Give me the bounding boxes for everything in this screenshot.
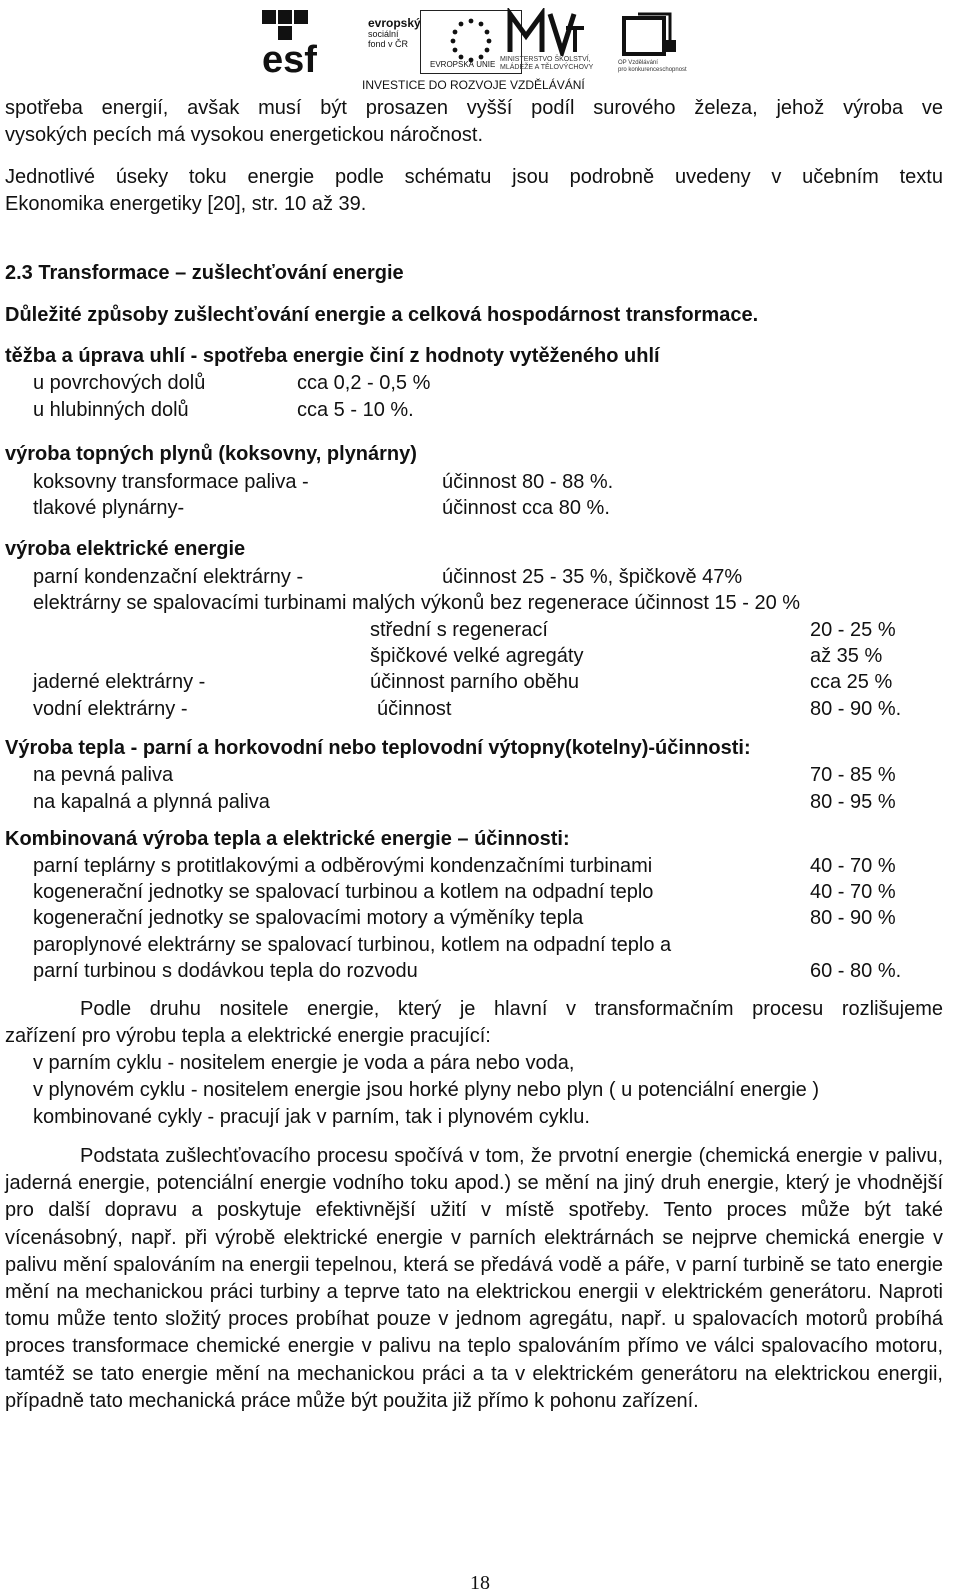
op-line-2: pro konkurenceschopnost (618, 67, 687, 73)
chp-r2-label: kogenerační jednotky se spalovací turbinou a kotlem na odpadní teplo (33, 881, 654, 903)
intro-line-4: Ekonomika energetiky [20], str. 10 až 39. (5, 193, 367, 215)
chp-r3-value: 80 - 90 % (810, 907, 896, 929)
coal-row1-value: cca 0,2 - 0,5 % (297, 372, 431, 394)
electric-r3-mid: střední s regenerací (370, 619, 548, 641)
esf-line-3: fond v ČR (368, 39, 409, 49)
para2-text: Podstata zušlechťovacího procesu spočívá v tom, že prvotní energie (chemická energie v palivu, jaderná energie, potenciální energie vodního toku apod.) se mění na jiný druh energie, který je vhodnější pro další dopravu a poskytuje efektivnější užití v místě spotřeby. Tento proces může být také vícenásobný, např. při výrobě elektrické energie v parních elektrárnách se nejprve chemická energie v palivu mění spalováním na energii tepelnou, která se předává vodě a páře, v parní turbině se tato energie mění na mechanickou práci turbiny a teprve tato na elektrickou energii v elektrickém generátoru. Naproti tomu může tento složitý proces probíhat pouze v jednom agregátu, např. u spalovacích motorů probíhá proces transformace chemické energie v palivu na teplo spalováním přímo ve válci spalovacího motoru, tamtéž se tato energie mění na mechanickou práci a ta v elektrickém generátoru na elektrickou energii, případně tato mechanická práce může být použita již přímo k pohonu zařízení. (5, 1145, 943, 1412)
esf-line-2: sociální (368, 29, 399, 39)
coal-row2-value: cca 5 - 10 %. (297, 399, 414, 421)
heat-r2-label: na kapalná a plynná paliva (33, 791, 270, 813)
chp-r3-label: kogenerační jednotky se spalovacími motory a výměníky tepla (33, 907, 584, 929)
eu-caption: EVROPSKÁ UNIE (430, 60, 496, 69)
heat-heading: Výroba tepla - parní a horkovodní nebo teplovodní výtopny(kotelny)-účinnosti: (5, 737, 751, 759)
invest-caption: INVESTICE DO ROZVOJE VZDĚLÁVÁNÍ (362, 78, 585, 92)
electric-r1-value: účinnost 25 - 35 %, špičkově 47% (442, 566, 743, 588)
para1-item-3: kombinované cykly - pracují jak v parním, tak i plynovém cyklu. (33, 1106, 590, 1128)
electric-r4-mid: špičkové velké agregáty (370, 645, 584, 667)
electric-r5-label: jaderné elektrárny - (33, 671, 206, 693)
chp-r2-value: 40 - 70 % (810, 881, 896, 903)
esf-logo (262, 10, 358, 74)
gas-row1-value: účinnost 80 - 88 %. (442, 471, 614, 493)
coal-heading: těžba a úprava uhlí - spotřeba energie činí z hodnoty vytěženého uhlí (5, 345, 660, 367)
chp-r1-label: parní teplárny s protitlakovými a odběrovými kondenzačními turbinami (33, 855, 653, 877)
msmt-line-2: MLÁDEŽE A TĚLOVÝCHOVY (500, 64, 594, 71)
chp-r4-label: paroplynové elektrárny se spalovací turbinou, kotlem na odpadní teplo a (33, 934, 672, 956)
msmt-logo (506, 8, 586, 56)
electric-heading: výroba elektrické energie (5, 538, 246, 560)
electric-r5-value: cca 25 % (810, 671, 893, 693)
intro-line-1: spotřeba energií, avšak musí být prosazen vyšší podíl surového železa, jehož výroba ve (5, 97, 943, 119)
msmt-line-1: MINISTERSTVO ŠKOLSTVÍ, (500, 56, 591, 63)
chp-r5-label: parní turbinou s dodávkou tepla do rozvodu (33, 960, 418, 982)
header-logo-bar (262, 6, 702, 94)
section-subtitle: Důležité způsoby zušlechťování energie a celková hospodárnost transformace. (5, 304, 759, 326)
electric-r5-mid: účinnost parního oběhu (370, 671, 580, 693)
op-caption (618, 60, 687, 74)
electric-r4-value: až 35 % (810, 645, 883, 667)
gas-row2-label: tlakové plynárny- (33, 497, 185, 519)
para1-line-2: zařízení pro výrobu tepla a elektrické energie pracující: (5, 1025, 491, 1047)
electric-r6-label: vodní elektrárny - (33, 698, 188, 720)
op-logo (618, 12, 682, 58)
esf-line-1: evropský (368, 16, 421, 30)
para1-item-1: v parním cyklu - nositelem energie je voda a pára nebo voda, (33, 1052, 575, 1074)
electric-r6-value: 80 - 90 %. (810, 698, 902, 720)
msmt-caption (500, 56, 593, 72)
gas-row1-label: koksovny transformace paliva - (33, 471, 309, 493)
page-number: 18 (470, 1572, 490, 1594)
para2 (5, 1143, 943, 1415)
intro-line-2: vysokých pecích má vysokou energetickou náročnost. (5, 124, 484, 146)
heat-r1-label: na pevná paliva (33, 764, 174, 786)
coal-row2-label: u hlubinných dolů (33, 399, 189, 421)
electric-r2-text: elektrárny se spalovacími turbinami malých výkonů bez regenerace účinnost 15 - 20 % (33, 592, 801, 614)
chp-heading: Kombinovaná výroba tepla a elektrické energie – účinnosti: (5, 828, 570, 850)
section-title: 2.3 Transformace – zušlechťování energie (5, 262, 404, 284)
chp-r5-value: 60 - 80 %. (810, 960, 902, 982)
coal-row1-label: u povrchových dolů (33, 372, 206, 394)
heat-r2-value: 80 - 95 % (810, 791, 896, 813)
chp-r1-value: 40 - 70 % (810, 855, 896, 877)
svg-text:esf: esf (262, 39, 317, 74)
op-line-1: OP Vzdělávání (618, 60, 658, 66)
intro-line-3: Jednotlivé úseky toku energie podle schématu jsou podrobně uvedeny v učebním textu (5, 166, 943, 188)
electric-r1-label: parní kondenzační elektrárny - (33, 566, 304, 588)
para1-line-1 (5, 998, 943, 1021)
gas-heading: výroba topných plynů (koksovny, plynárny) (5, 443, 417, 465)
gas-row2-value: účinnost cca 80 %. (442, 497, 610, 519)
electric-r3-value: 20 - 25 % (810, 619, 896, 641)
para1-line-1-text: Podle druhu nositele energie, který je hlavní v transformačním procesu rozlišujeme (80, 998, 943, 1020)
esf-caption (368, 18, 421, 49)
heat-r1-value: 70 - 85 % (810, 764, 896, 786)
electric-r6-mid: účinnost (377, 698, 452, 720)
para1-item-2: v plynovém cyklu - nositelem energie jsou horké plyny nebo plyn ( u potenciální energie ) (33, 1079, 819, 1101)
